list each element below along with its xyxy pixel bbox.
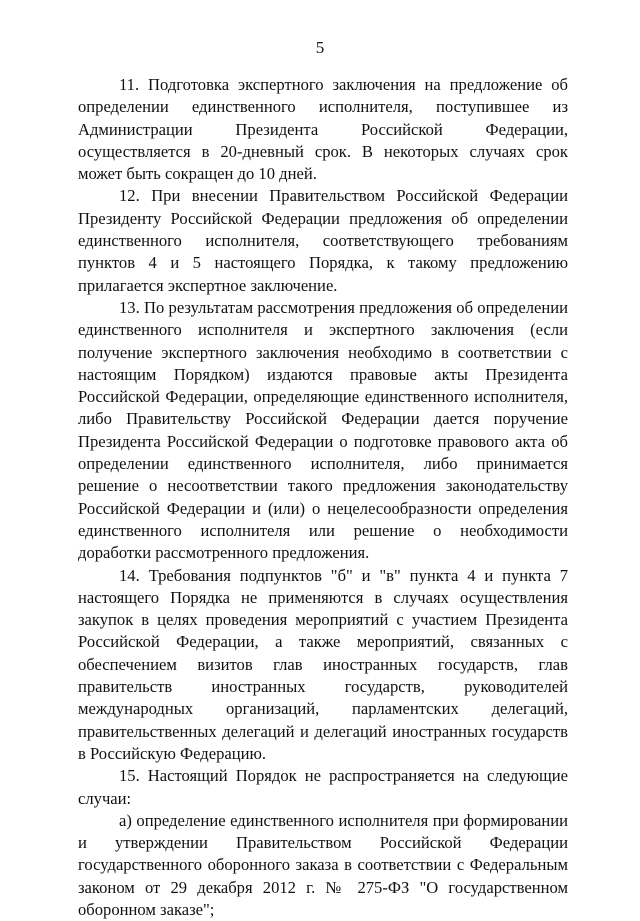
document-body [78, 74, 568, 921]
paragraph-12: 12. При внесении Правительством Российской Федерации Президенту Российской Федерации предложения об определении единственного исполнителя, соответствующего требованиям пунктов 4 и 5 настоящего Порядка, к такому предложению прилагается экспертное заключение. [78, 186, 568, 295]
paragraph-15-a: а) определение единственного исполнителя при формировании и утверждении Правительством Российской Федерации государственного оборонного заказа в соответствии с Федеральным законом от 29 декабря 2012 г. № 275-ФЗ "О государственном оборонном заказе"; [78, 810, 568, 919]
paragraph-11: 11. Подготовка экспертного заключения на предложение об определении единственного исполнителя, поступившее из Администрации Президента Российской Федерации, осуществляется в 20-дневный срок. В некоторых случаях срок может быть сокращен до 10 дней. [78, 75, 568, 184]
paragraph-14: 14. Требования подпунктов "б" и "в" пункта 4 и пункта 7 настоящего Порядка не применяются в случаях осуществления закупок в целях проведения мероприятий с участием Президента Российской Федерации, а также мероприятий, связанных с обеспечением визитов глав иностранных государств, глав правительств иностранных государств, руководителей международных организаций, парламентских делегаций, правительственных делегаций и делегаций иностранных государств в Российскую Федерацию. [78, 565, 568, 763]
paragraph-13: 13. По результатам рассмотрения предложения об определении единственного исполнителя и экспертного заключения (если получение экспертного заключения необходимо в соответствии с настоящим Порядком) издаются правовые акты Президента Российской Федерации, определяющие единственного исполнителя, либо Правительству Российской Федерации дается поручение Президента Российской Федерации о подготовке правового акта об определении единственного исполнителя, либо принимается решение о несоответствии такого предложения законодательству Российской Федерации и (или) о нецелесообразности определения единственного исполнителя или решение о необходимости доработки рассмотренного предложения. [78, 297, 568, 563]
page-number: 5 [315, 38, 325, 57]
paragraph-15: 15. Настоящий Порядок не распространяется на следующие случаи: [78, 766, 568, 808]
